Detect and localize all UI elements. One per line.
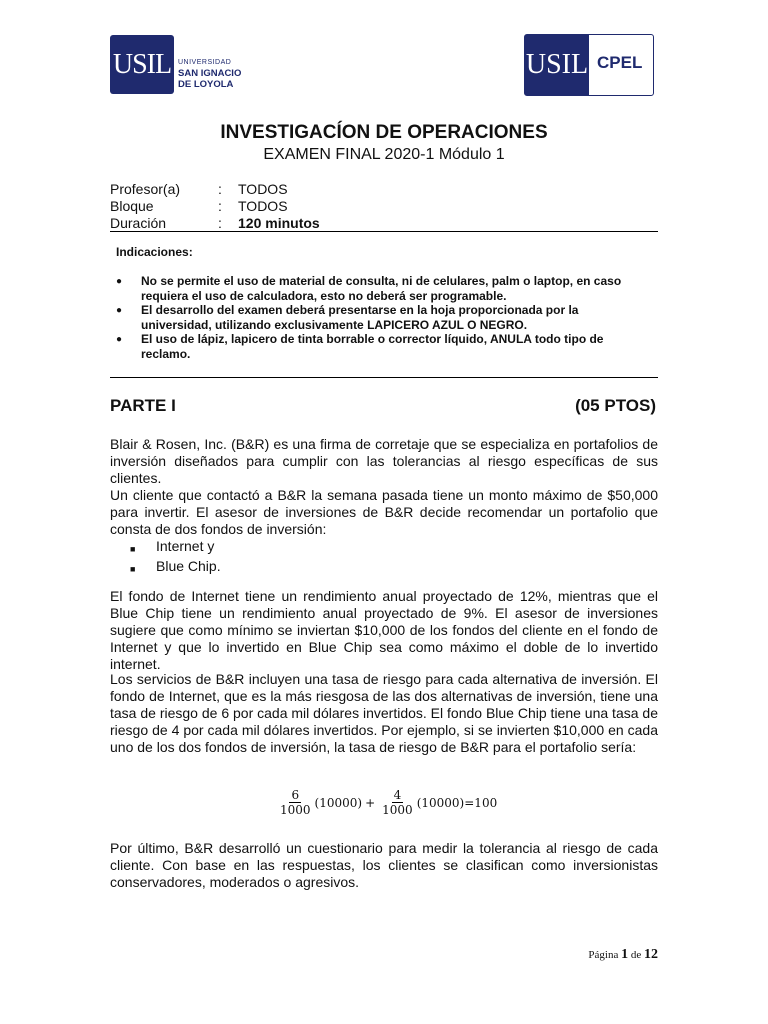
usil-logo-mark-text: USIL xyxy=(112,48,172,80)
footer-sep: de xyxy=(630,949,642,961)
formula-result: =100 xyxy=(464,795,498,810)
info-value: TODOS xyxy=(238,181,288,197)
fraction-numerator: 4 xyxy=(393,788,402,802)
info-sep: : xyxy=(218,181,222,197)
exam-subtitle: EXAMEN FINAL 2020-1 Módulo 1 xyxy=(263,146,505,163)
formula-term: (10000) xyxy=(416,795,465,810)
logo-small-text: UNIVERSIDAD xyxy=(178,59,232,66)
page-footer xyxy=(588,947,658,963)
fund-list xyxy=(130,538,221,578)
info-value: TODOS xyxy=(238,198,288,214)
indicacion-text: El desarrollo del examen deberá presentarse en la hoja proporcionada por la universidad, utilizando exclusivamente LAPICERO AZUL O NEGRO. xyxy=(141,303,579,332)
info-label: Profesor(a) xyxy=(110,181,181,197)
exam-info xyxy=(110,181,320,232)
exam-title: INVESTIGACÍON DE OPERACIONES xyxy=(220,122,548,143)
paragraph-5: Por último, B&R desarrolló un cuestionario para medir la tolerancia al riesgo de cada cliente. Con base en las respuestas, los clientes se clasifican como inversionistas conservadores, moderados o agresivos. xyxy=(110,840,658,890)
footer-label: Página xyxy=(588,949,619,961)
paragraph-2: Un cliente que contactó a B&R la semana pasada tiene un monto máximo de $50,000 para invertir. El asesor de inversiones de B&R decide recomendar un portafolio que consta de dos fondos de inversión: xyxy=(110,487,658,537)
fund-item xyxy=(130,558,221,578)
indicacion-item xyxy=(116,332,646,361)
fraction xyxy=(278,788,313,817)
usil-logo-mark xyxy=(110,35,174,94)
indicacion-text: El uso de lápiz, lapicero de tinta borrable o corrector líquido, ANULA todo tipo de reclamo. xyxy=(141,332,604,361)
bullet-icon: ● xyxy=(116,276,123,287)
divider-top xyxy=(110,231,658,232)
formula-plus: + xyxy=(365,795,376,810)
bullet-icon: ● xyxy=(116,334,123,345)
info-label: Bloque xyxy=(110,198,154,214)
paragraph-4: Los servicios de B&R incluyen una tasa de riesgo para cada alternativa de inversión. El fondo de Internet, que es la más riesgosa de las dos alternativas de inversión, tiene una tasa de riesgo de 6 por cada mil dólares invertidos. El fondo Blue Chip tiene una tasa de riesgo de 4 por cada mil dólares invertidos. Por ejemplo, si se invierten $10,000 en cada uno de los dos fondos de inversión, la tasa de riesgo de B&R para el portafolio sería: xyxy=(110,671,658,755)
info-row-duracion xyxy=(110,215,320,232)
indicaciones-list xyxy=(116,274,646,361)
part-points: (05 PTOS) xyxy=(575,396,656,415)
part-title: PARTE I xyxy=(110,396,176,415)
info-value: 120 minutos xyxy=(238,215,320,231)
info-row-bloque xyxy=(110,198,320,215)
divider-bottom xyxy=(110,377,658,378)
footer-page: 1 xyxy=(621,947,629,962)
fraction xyxy=(380,788,415,817)
indicaciones-title: Indicaciones: xyxy=(116,245,193,259)
fraction-denominator: 1000 xyxy=(280,803,311,817)
logo-line1: SAN IGNACIO xyxy=(178,68,242,79)
square-bullet-icon: ■ xyxy=(130,564,136,574)
footer-total: 12 xyxy=(644,947,658,962)
indicacion-item xyxy=(116,274,646,303)
info-sep: : xyxy=(218,198,222,214)
risk-formula xyxy=(276,788,497,817)
formula-term: (10000) xyxy=(314,795,363,810)
fraction-numerator: 6 xyxy=(291,788,300,802)
square-bullet-icon: ■ xyxy=(130,544,136,554)
fraction-denominator: 1000 xyxy=(382,803,413,817)
fund-item-text: Blue Chip. xyxy=(156,558,221,574)
bullet-icon: ● xyxy=(116,305,123,316)
indicacion-text: No se permite el uso de material de consulta, ni de celulares, palm o laptop, en caso requiera el uso de calculadora, esto no deberá ser programable. xyxy=(141,274,622,303)
logo-line2: DE LOYOLA xyxy=(178,79,234,90)
fund-item-text: Internet y xyxy=(156,538,215,554)
cpel-logo xyxy=(524,34,654,96)
info-label: Duración xyxy=(110,215,167,231)
cpel-logo-text: CPEL xyxy=(597,53,643,72)
cpel-logo-mark: USIL xyxy=(525,35,589,95)
info-sep: : xyxy=(218,215,222,231)
paragraph-1: Blair & Rosen, Inc. (B&R) es una firma de corretaje que se especializa en portafolios de inversión diseñados para cumplir con las tolerancias al riesgo específicas de sus clientes. xyxy=(110,436,658,486)
usil-logo-text xyxy=(178,57,241,90)
info-row-profesor xyxy=(110,181,320,198)
paragraph-3: El fondo de Internet tiene un rendimiento anual proyectado de 12%, mientras que el Blue Chip tiene un rendimiento anual proyectado de 9%. El asesor de inversiones sugiere que como mínimo se inviertan $10,000 de los fondos del cliente en el fondo de Internet y que lo invertido en Blue Chip sea como máximo el doble de lo invertido internet. xyxy=(110,588,658,672)
indicacion-item xyxy=(116,303,646,332)
fund-item xyxy=(130,538,221,558)
